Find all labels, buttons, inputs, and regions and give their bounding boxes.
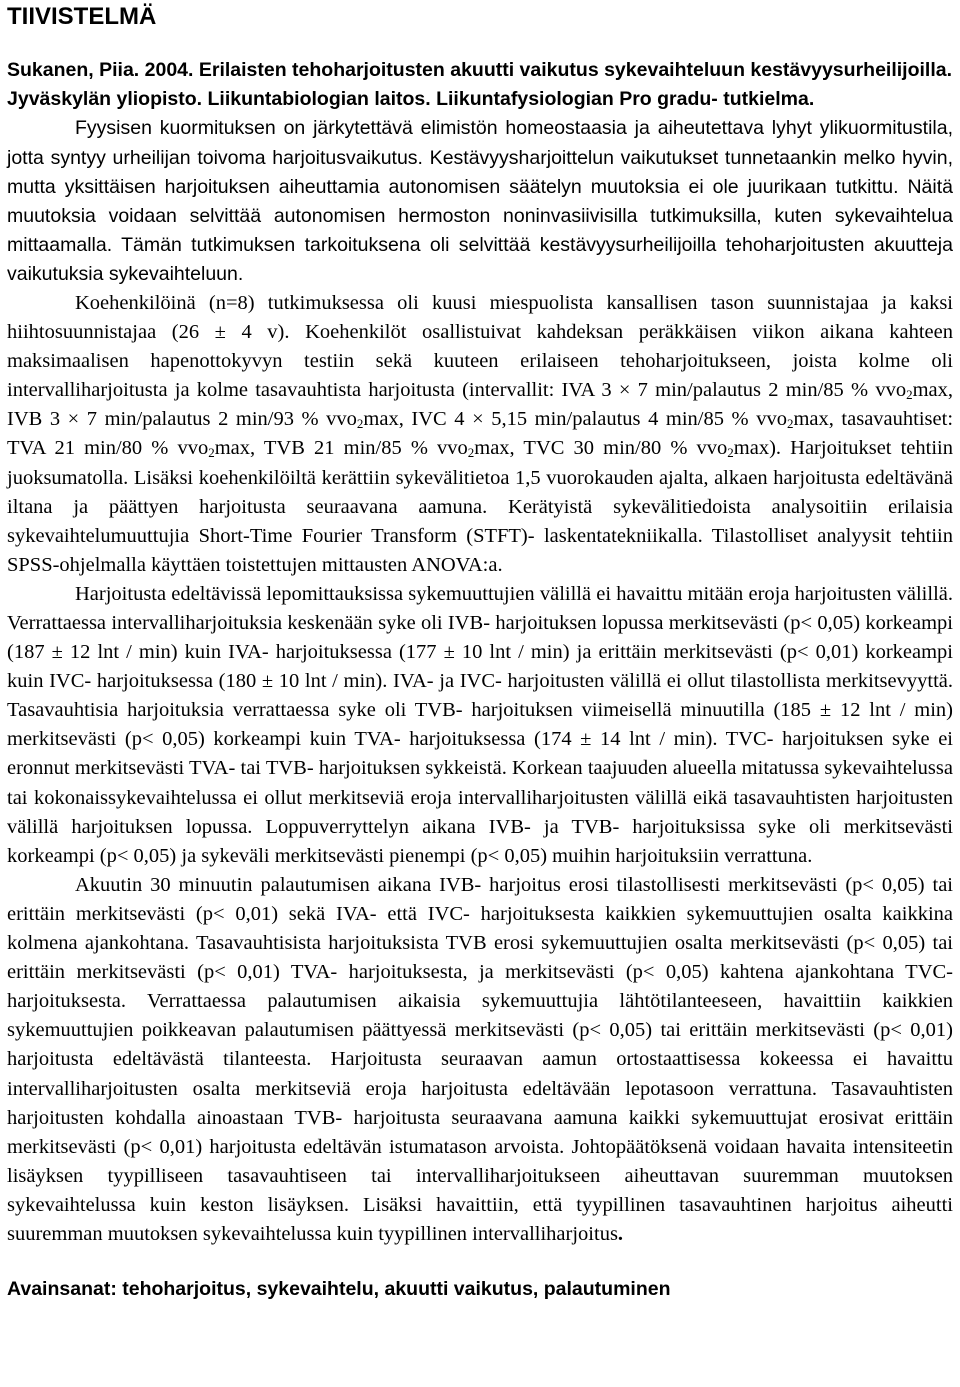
subscript-2: 2 (467, 445, 475, 461)
subscript-2: 2 (786, 416, 794, 432)
paragraph-recovery (7, 871, 953, 1249)
methods-text-4: max, tasavauhtiset: TVA 21 min/80 % vvo (7, 408, 954, 460)
paragraph-recovery-text: Akuutin 30 minuutin palautumisen aikana IVB- harjoitus erosi tilastollisesti merkitsevästi (p< 0,05) tai erittäin merkitsevästi (p< 0,01) sekä IVA- että IVC- harjoituksesta kaikkien sykemuuttujien osalta kaikkina kolmena ajankohtana. Tasavauhtisista harjoituksista TVB erosi sykemuuttujien osalta merkitsevästi (p< 0,05) tai erittäin merkitsevästi (p< 0,01) TVA- harjoituksesta, ja merkitsevästi (p< 0,05) kahtena ajankohtana TVC- harjoituksesta. Verrattaessa palautumisen aikaisia sykemuuttujia lähtötilanteeseen, havaittiin kaikkien sykemuuttujien poikkeavan palautumisen päättyessä merkitsevästi (p< 0,05) tai erittäin merkitsevästi (p< 0,01) harjoitusta edeltävästä tilanteesta. Harjoitusta seuraavan aamun ortostaattisessa kokeessa ei havaittu intervalliharjoitusten osalta merkitseviä eroja harjoitusta edeltävään lepotasoon verrattuna. Tasavauhtisten harjoitusten kohdalla ainoastaan TVB- harjoitusta seuraavana aamuna kaikki sykemuuttujat erosivat erittäin merkitsevästi (p< 0,01) harjoitusta edeltävän istumatason arvoista. Johtopäätöksenä voidaan havaita intensiteetin lisäyksen tyypilliseen tasavauhtiseen tai intervalliharjoitukseen aiheuttavan suuremman muutoksen sykevaihtelussa kuin keston lisäyksen. Lisäksi havaittiin, että tyypillinen tasavauhtinen harjoitus aiheutti suuremman muutoksen sykevaihtelussa kuin tyypillinen intervalliharjoitus (7, 873, 953, 1245)
subscript-2: 2 (208, 445, 215, 461)
paragraph-results: Harjoitusta edeltävissä lepomittauksissa sykemuuttujien välillä ei havaittu mitään eroja harjoitusten välillä. Verrattaessa intervalliharjoituksia keskenään syke oli IVB- harjoituksen lopussa merkitsevästi (p< 0,05) korkeampi (187 ± 12 lnt / min) kuin IVA- harjoituksessa (177 ± 10 lnt / min) ja erittäin merkitsevästi (p< 0,01) korkeampi kuin IVC- harjoituksessa (180 ± 10 lnt / min). IVA- ja IVC- harjoitusten välillä ei ollut tilastollista merkitsevyyttä. Tasavauhtisia harjoituksia verrattaessa syke oli TVB- harjoituksen viimeisellä minuutilla (185 ± 12 lnt / min) merkitsevästi (p< 0,05) korkeampi kuin TVA- harjoituksessa (174 ± 14 lnt / min). TVC- harjoituksen syke ei eronnut merkitsevästi TVA- tai TVB- harjoituksen sykkeistä. Korkean taajuuden alueella mitatussa sykevaihtelussa tai kokonaissykevaihtelussa ei ollut merkitseviä eroja intervalliharjoitusten välillä eikä tasavauhtisten harjoitusten välillä harjoituksen lopussa. Loppuverryttelyn aikana IVB- ja TVB- harjoituksissa syke oli merkitsevästi korkeampi (p< 0,05) ja sykeväli merkitsevästi pienempi (p< 0,05) muihin harjoituksiin verrattuna. (7, 582, 953, 867)
methods-text-3: max, IVC 4 × 5,15 min/palautus 4 min/85 % vvo (363, 408, 787, 431)
paragraph-intro (7, 114, 953, 289)
keywords: Avainsanat: tehoharjoitus, sykevaihtelu, akuutti vaikutus, palautuminen (7, 1278, 671, 1301)
page-title: TIIVISTELMÄ (7, 3, 157, 30)
paragraph-methods (7, 289, 953, 580)
subscript-2: 2 (906, 387, 913, 403)
paragraph-recovery-period: . (617, 1222, 624, 1245)
methods-text-6: max, TVC 30 min/80 % vvo (474, 437, 728, 460)
subscript-2: 2 (356, 416, 364, 432)
subscript-2: 2 (727, 445, 734, 461)
methods-text-1: Koehenkilöinä (n=8) tutkimuksessa oli kuusi miespuolista kansallisen tason suunnistajaa ja kaksi hiihtosuunnistajaa (26 ± 4 v). Koehenkilöt osallistuivat kahdeksan peräkkäisen viikon aikana kahteen maksimaalisen hapenottokyvyn testiin sekä kuuteen erilaiseen tehoharjoitukseen, joista kolme oli intervalliharjoitusta ja kolme tasavauhtista harjoitusta (intervallit: IVA 3 × 7 min/palautus 2 min/85 % vvo (7, 291, 953, 402)
citation: Sukanen, Piia. 2004. Erilaisten tehoharjoitusten akuutti vaikutus sykevaihteluun kestävyysurheilijoilla. Jyväskylän yliopisto. Liikuntabiologian laitos. Liikuntafysiologian Pro gradu- tutkielma. (7, 59, 953, 111)
paragraph-intro-text: Fyysisen kuormituksen on järkytettävä elimistön homeostaasia ja aiheutettava lyhyt ylikuormitustila, jotta syntyy urheilijan toivoma harjoitusvaikutus. Kestävyysharjoittelun vaikutukset tunnetaankin melko hyvin, mutta yksittäisen harjoituksen aiheuttamia autonomisen säätelyn muutoksia ei ole juurikaan tutkittu. Näitä muutoksia voidaan selvittää autonomisen hermoston noninvasiivisilla tutkimuksilla, kuten sykevaihtelua mittaamalla. Tämän tutkimuksen tarkoituksena oli selvittää kestävyysurheilijoilla tehoharjoitusten akuutteja vaikutuksia sykevaihteluun. (7, 117, 953, 285)
methods-text-5: max, TVB 21 min/85 % vvo (214, 437, 468, 460)
methods-text-2: max, IVB 3 × 7 min/palautus 2 min/93 % vvo (7, 379, 953, 431)
methods-text-7: max). Harjoitukset tehtiin juoksumatolla. Lisäksi koehenkilöiltä kerättiin sykevälitietoa 1,5 vuorokauden ajalta, alkaen harjoitusta edeltävänä iltana ja päättyen harjoitusta seuraavana aamuna. Kerätyistä sykevälitiedoista analysoitiin erilaisia sykevaihtelumuuttujia Short-Time Fourier Transform (STFT)- laskentatekniikalla. Tilastolliset analyysit tehtiin SPSS-ohjelmalla käyttäen toistettujen mittausten ANOVA:a. (7, 437, 953, 576)
